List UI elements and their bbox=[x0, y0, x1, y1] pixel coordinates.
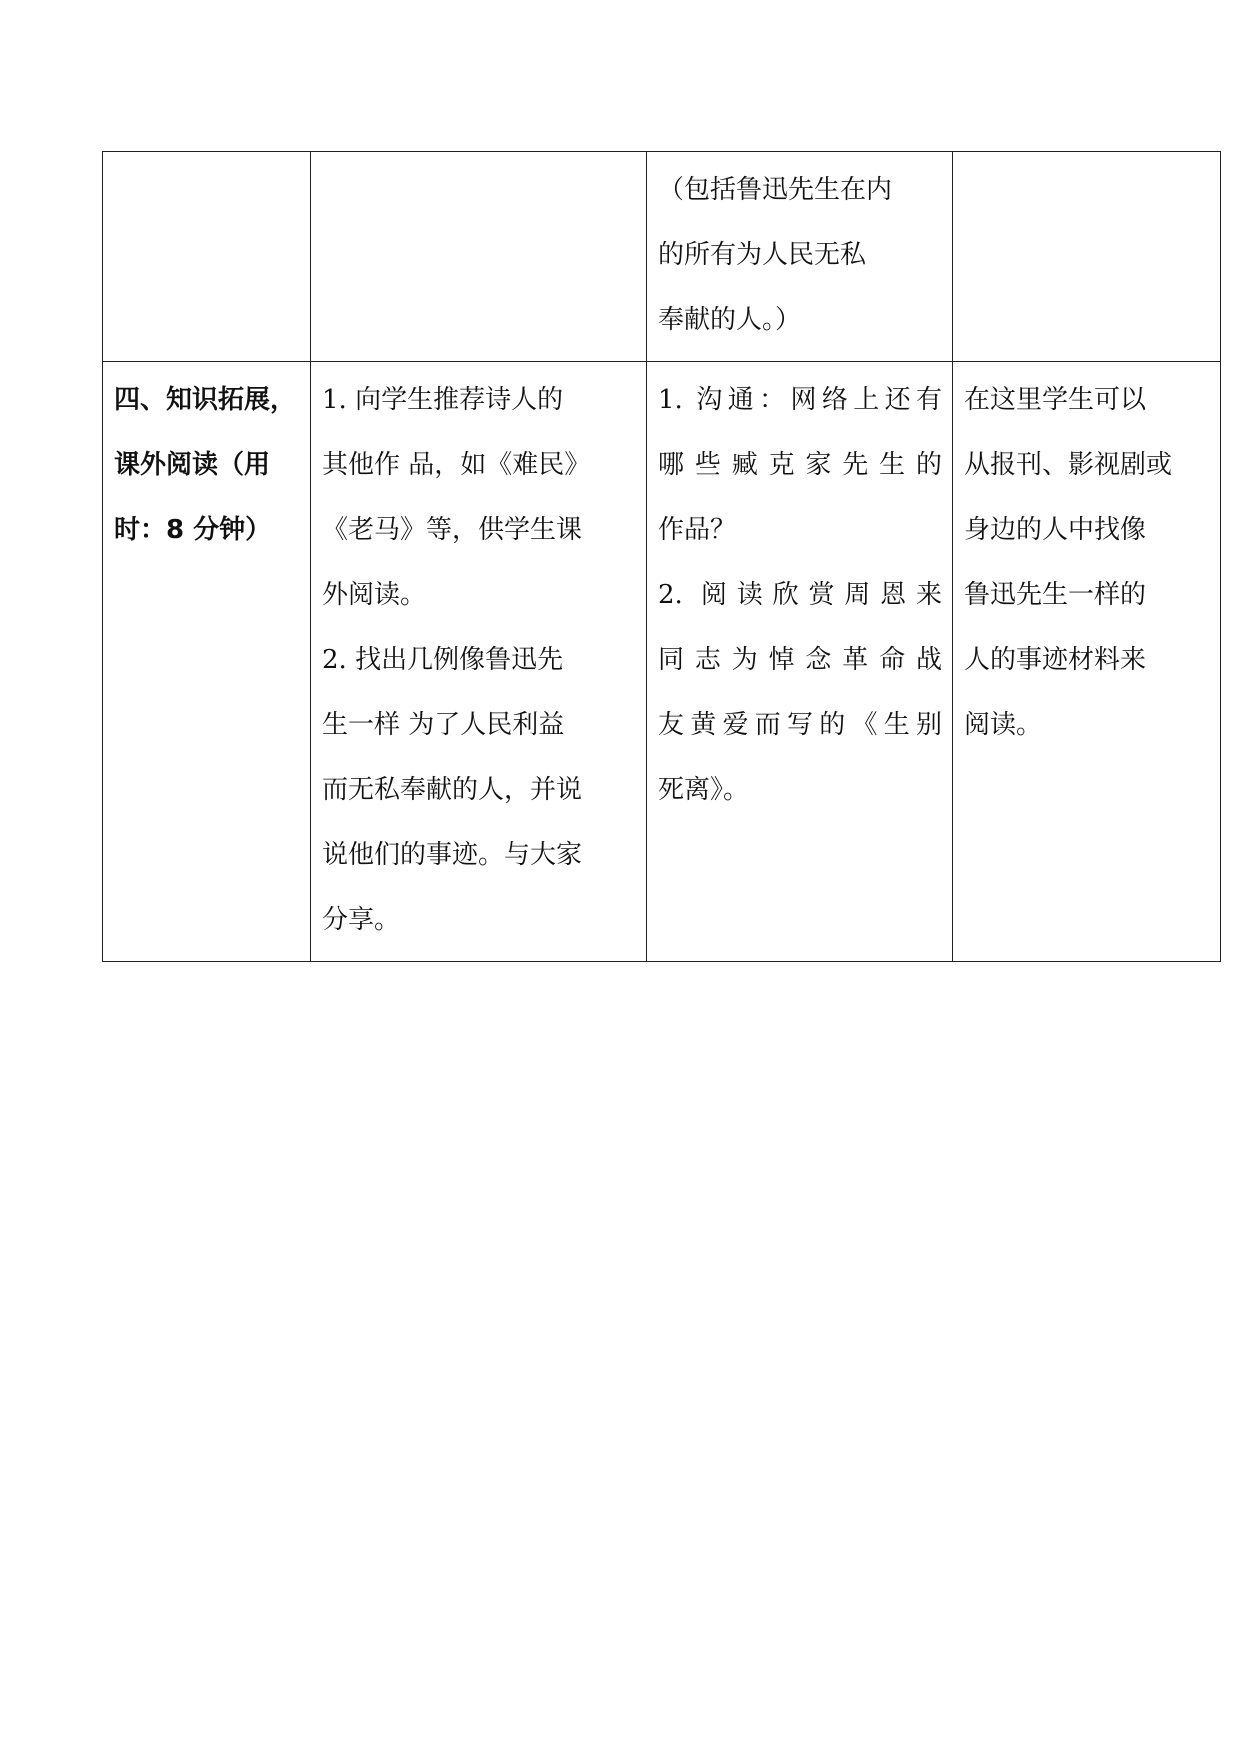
student-activity-cell bbox=[647, 362, 953, 962]
stage-title-line: 四、知识拓展， bbox=[114, 385, 297, 415]
teacher-activity-line: 而无私奉献的人，并说 bbox=[322, 775, 583, 805]
student-activity-line: 死离》。 bbox=[658, 775, 750, 805]
design-intent-cell bbox=[953, 362, 1221, 962]
teacher-activity-line: 《老马》等，供学生课 bbox=[322, 515, 583, 545]
teacher-activity-line: 说他们的事迹。与大家 bbox=[322, 840, 583, 870]
design-intent-line: 在这里学生可以 bbox=[964, 385, 1147, 415]
design-intent-line: 阅读。 bbox=[964, 710, 1043, 740]
teacher-activity-line: 其他作 品，如《难民》 bbox=[322, 450, 591, 480]
row1-student-line: 的所有为人民无私 bbox=[658, 240, 867, 270]
design-intent-line: 人的事迹材料来 bbox=[964, 645, 1147, 675]
table-row bbox=[103, 152, 1221, 362]
student-activity-line: 1. 沟通：网络上还有 bbox=[658, 385, 942, 415]
table-row bbox=[103, 362, 1221, 962]
teacher-activity-line: 1. 向学生推荐诗人的 bbox=[322, 385, 564, 415]
row1-design-cell bbox=[953, 152, 1221, 362]
design-intent-line: 鲁迅先生一样的 bbox=[964, 580, 1147, 610]
row1-student-line: （包括鲁迅先生在内 bbox=[658, 175, 893, 205]
row1-stage-cell bbox=[103, 152, 311, 362]
design-intent-line: 身边的人中找像 bbox=[964, 515, 1147, 545]
stage-title-line: 时：8 分钟） bbox=[114, 515, 272, 545]
teacher-activity-cell bbox=[311, 362, 647, 962]
student-activity-line: 哪些臧克家先生的 bbox=[658, 450, 942, 480]
row1-teacher-cell bbox=[311, 152, 647, 362]
student-activity-line: 2. 阅读欣赏周恩来 bbox=[658, 580, 942, 610]
student-activity-line: 友黄爱而写的《生别 bbox=[658, 710, 942, 740]
student-activity-line: 同志为悼念革命战 bbox=[658, 645, 942, 675]
stage-title-line: 课外阅读（用 bbox=[114, 450, 271, 480]
teacher-activity-line: 外阅读。 bbox=[322, 580, 427, 610]
student-activity-line: 作品？ bbox=[658, 515, 737, 545]
teacher-activity-line: 分享。 bbox=[322, 905, 401, 935]
row1-student-line: 奉献的人。） bbox=[658, 305, 802, 335]
lesson-plan-table bbox=[102, 151, 1221, 962]
teacher-activity-line: 生一样 为了人民利益 bbox=[322, 710, 565, 740]
stage-title-cell bbox=[103, 362, 311, 962]
design-intent-line: 从报刊、影视剧或 bbox=[964, 450, 1173, 480]
row1-student-cell bbox=[647, 152, 953, 362]
teacher-activity-line: 2. 找出几例像鲁迅先 bbox=[322, 645, 564, 675]
